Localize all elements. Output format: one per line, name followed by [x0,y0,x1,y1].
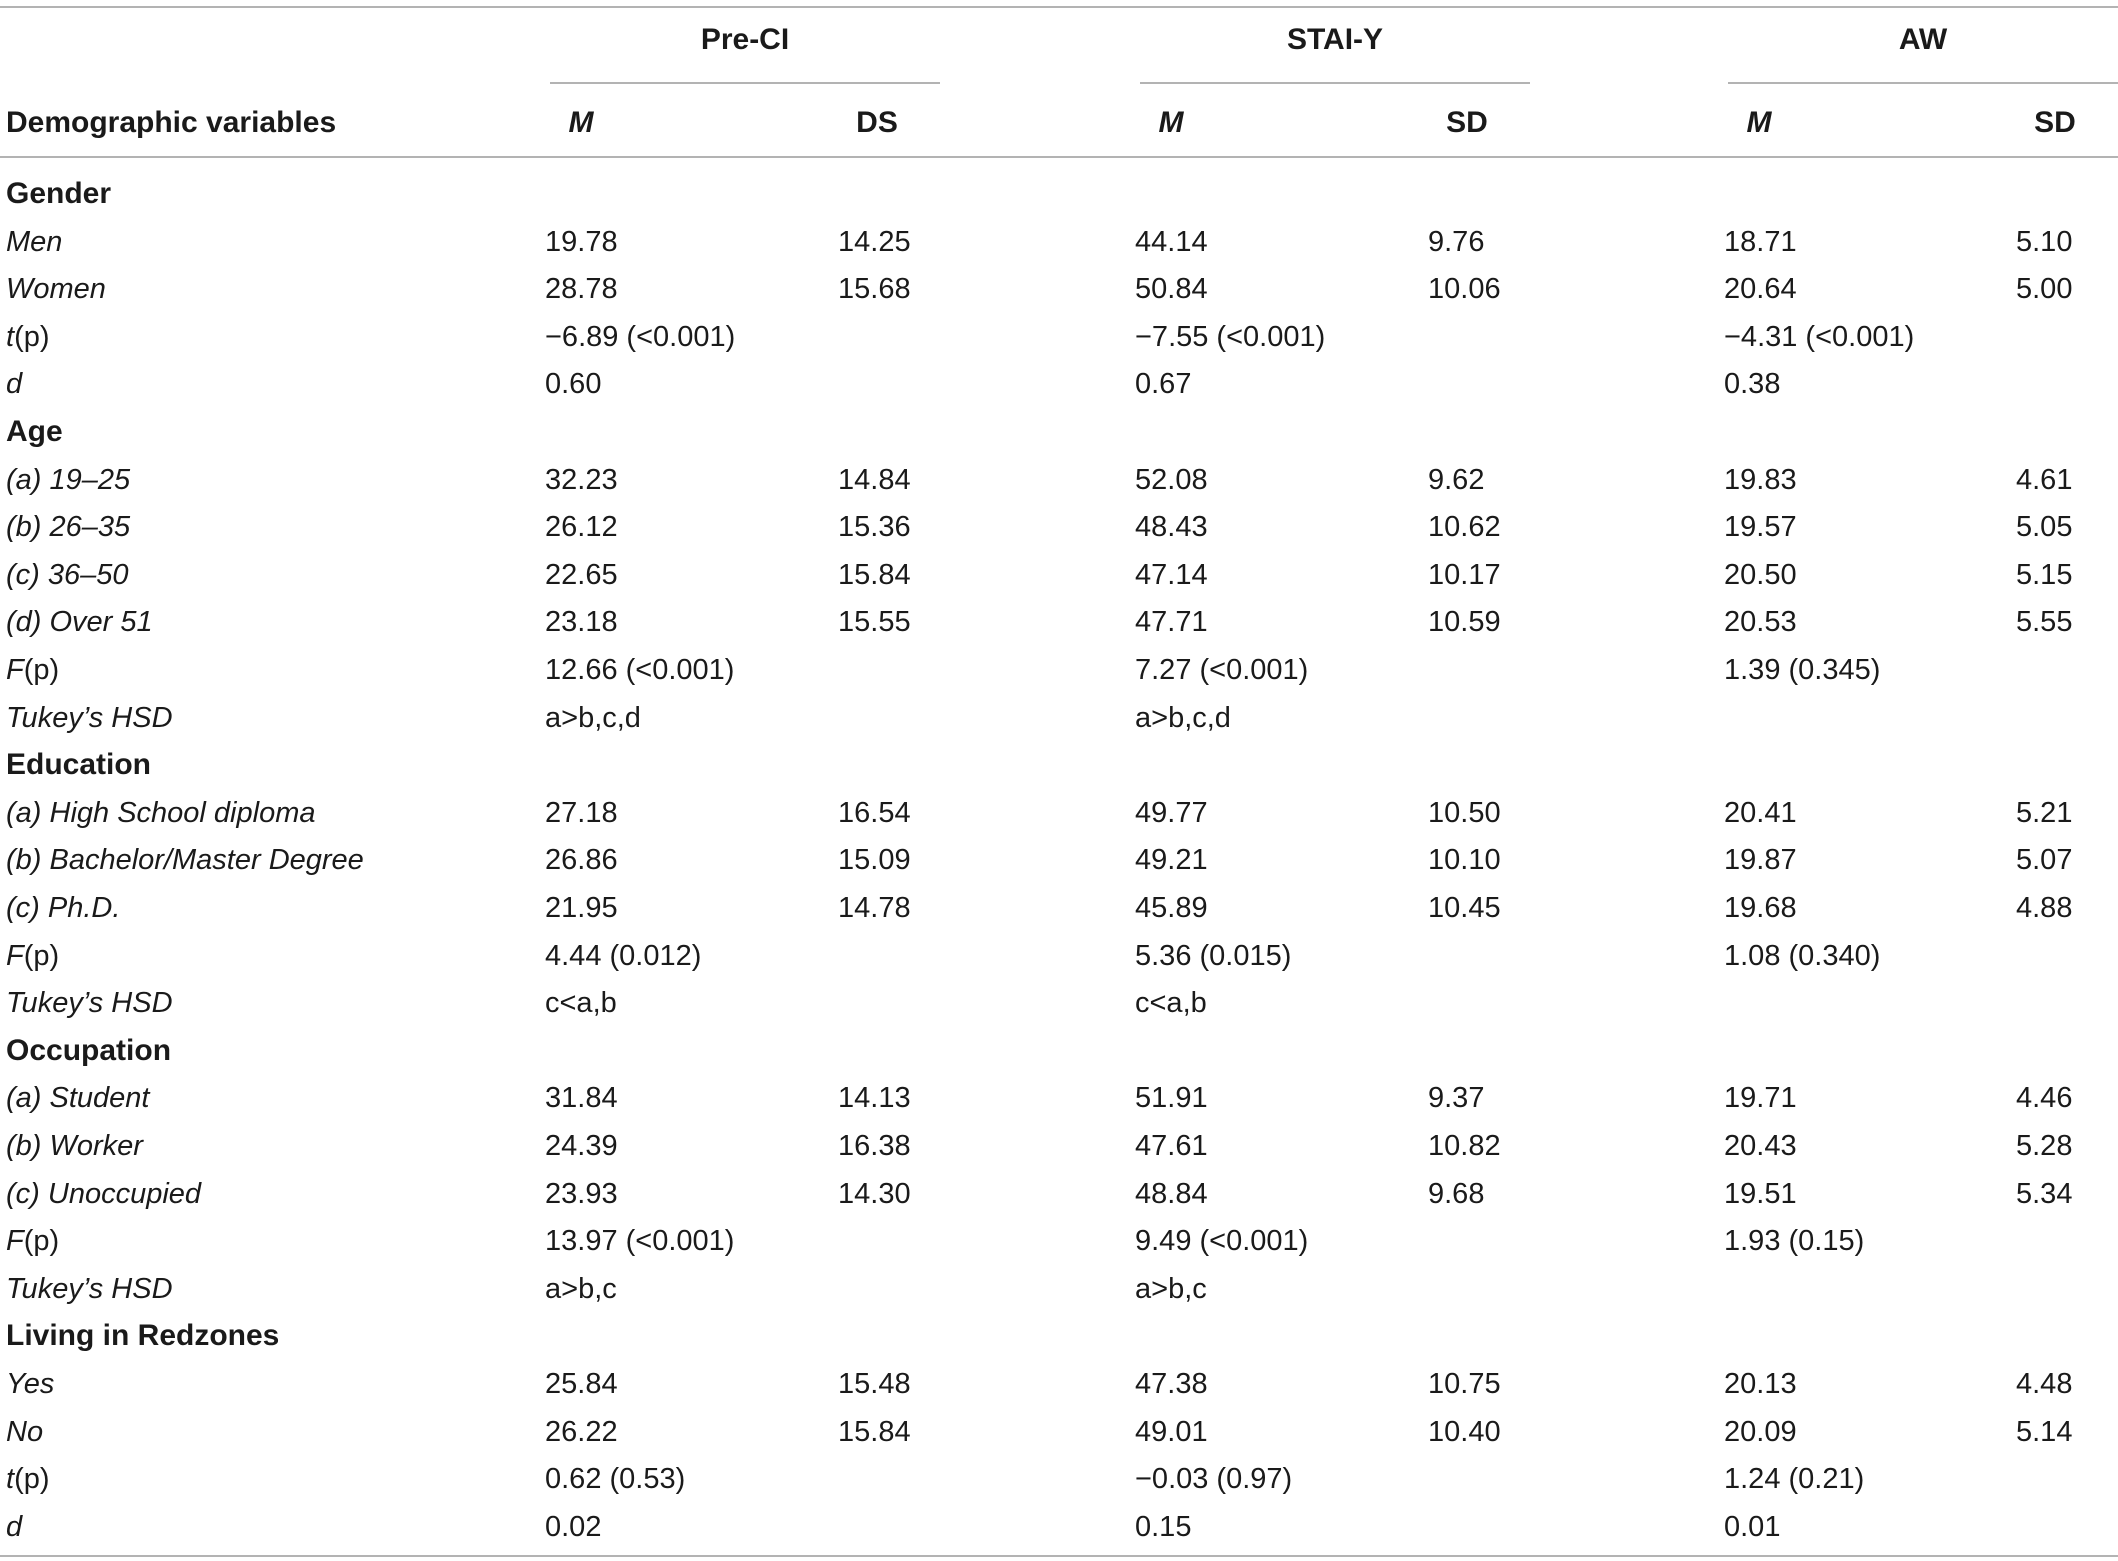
table-cell: 5.00 [2016,273,2073,305]
table-cell: 5.10 [2016,226,2073,258]
table-cell: 5.15 [2016,559,2073,591]
table-cell: 19.83 [1724,464,1797,496]
stat-suffix: (p) [14,321,50,353]
row-label: (d) Over 51 [6,606,153,638]
stat-value: 0.15 [1135,1511,1192,1543]
table-cell: 10.59 [1428,606,1501,638]
stat-value: 7.27 (<0.001) [1135,654,1309,686]
row-label: (a) Student [6,1082,150,1114]
table-cell: 10.62 [1428,511,1501,543]
table-cell: 15.36 [838,511,911,543]
stat-value: c<a,b [1135,987,1207,1019]
stat-value: −4.31 (<0.001) [1724,321,1915,353]
table-cell: 10.50 [1428,797,1501,829]
table-cell: 5.21 [2016,797,2073,829]
stat-label [6,317,50,357]
table-cell: 24.39 [545,1130,618,1162]
table-cell: 14.84 [838,464,911,496]
stat-value: 5.36 (0.015) [1135,940,1292,972]
stat-label: Tukey’s HSD [6,987,173,1019]
stat-value: 0.38 [1724,368,1781,400]
stat-suffix: (p) [14,1463,50,1495]
table-cell: 19.68 [1724,892,1797,924]
stat-label [6,1221,59,1261]
col-header-pre-ci-ds: DS [856,106,898,139]
table-cell: 4.61 [2016,464,2073,496]
group-header-aw: AW [1898,23,1948,56]
row-label: (a) High School diploma [6,797,316,829]
stat-label [6,936,59,976]
table-cell: 14.25 [838,226,911,258]
table-cell: 19.87 [1724,844,1797,876]
group-rule-pre-ci [550,82,940,84]
table-cell: 47.14 [1135,559,1208,591]
table-cell: 48.84 [1135,1178,1208,1210]
stat-label: Tukey’s HSD [6,702,173,734]
table-cell: 18.71 [1724,226,1797,258]
table-cell: 49.01 [1135,1416,1208,1448]
table-cell: 19.71 [1724,1082,1797,1114]
table-cell: 28.78 [545,273,618,305]
col-header-aw-m: M [1746,106,1772,139]
stat-value: −0.03 (0.97) [1135,1463,1293,1495]
stat-suffix: (p) [23,940,60,972]
table-cell: 14.78 [838,892,911,924]
stat-value: 0.02 [545,1511,602,1543]
row-label: (c) 36–50 [6,559,129,591]
table-cell: 44.14 [1135,226,1208,258]
row-label: No [6,1416,44,1448]
table-cell: 20.09 [1724,1416,1797,1448]
table-cell: 16.38 [838,1130,911,1162]
table-cell: 4.88 [2016,892,2073,924]
stat-value: 0.60 [545,368,602,400]
table-cell: 5.34 [2016,1178,2073,1210]
table-cell: 10.10 [1428,844,1501,876]
table-cell: 10.45 [1428,892,1501,924]
stat-label: d [6,368,23,400]
table-cell: 51.91 [1135,1082,1208,1114]
stat-value: −7.55 (<0.001) [1135,321,1326,353]
table-cell: 47.38 [1135,1368,1208,1400]
table-cell: 14.30 [838,1178,911,1210]
table-cell: 19.57 [1724,511,1797,543]
table-cell: 19.51 [1724,1178,1797,1210]
table-cell: 9.68 [1428,1178,1485,1210]
table-cell: 9.76 [1428,226,1485,258]
table-cell: 49.21 [1135,844,1208,876]
stat-symbol: F [6,654,24,686]
row-label: (b) Bachelor/Master Degree [6,844,364,876]
stat-symbol: F [6,1225,24,1257]
section-heading: Age [6,415,63,448]
stat-value: c<a,b [545,987,617,1019]
table-cell: 9.37 [1428,1082,1485,1114]
table-cell: 47.71 [1135,606,1208,638]
col-header-stai-y-sd: SD [1446,106,1488,139]
table-cell: 45.89 [1135,892,1208,924]
group-rule-stai-y [1140,82,1530,84]
stat-value: 1.08 (0.340) [1724,940,1881,972]
table-cell: 21.95 [545,892,618,924]
stat-value: 1.39 (0.345) [1724,654,1881,686]
stat-value: 9.49 (<0.001) [1135,1225,1309,1257]
table-cell: 26.12 [545,511,618,543]
stat-suffix: (p) [23,1225,60,1257]
group-rule-aw [1728,82,2118,84]
header-rule [0,156,2118,158]
table-cell: 15.48 [838,1368,911,1400]
table-cell: 20.41 [1724,797,1797,829]
section-heading: Education [6,748,152,781]
group-header-stai-y: STAI-Y [1286,23,1384,56]
table-cell: 10.40 [1428,1416,1501,1448]
stat-value: 4.44 (0.012) [545,940,702,972]
table-cell: 15.84 [838,559,911,591]
row-label: Yes [6,1368,55,1400]
table-cell: 5.28 [2016,1130,2073,1162]
row-label: (c) Unoccupied [6,1178,202,1210]
table-cell: 49.77 [1135,797,1208,829]
table-cell: 31.84 [545,1082,618,1114]
table-cell: 10.75 [1428,1368,1501,1400]
table-cell: 5.55 [2016,606,2073,638]
stat-value: 0.67 [1135,368,1192,400]
stat-label [6,1459,50,1499]
col-header-pre-ci-m: M [568,106,594,139]
table-cell: 5.05 [2016,511,2073,543]
stat-value: 1.93 (0.15) [1724,1225,1865,1257]
stat-value: 1.24 (0.21) [1724,1463,1865,1495]
col-header-stai-y-m: M [1158,106,1184,139]
table-cell: 23.18 [545,606,618,638]
table-cell: 4.46 [2016,1082,2073,1114]
stat-symbol: t [6,1463,15,1495]
col-header-aw-sd: SD [2034,106,2076,139]
row-label: Women [6,273,106,305]
stat-value: 0.01 [1724,1511,1781,1543]
table-cell: 5.14 [2016,1416,2073,1448]
table-cell: 23.93 [545,1178,618,1210]
section-heading: Gender [6,177,112,210]
stat-label [6,650,59,690]
stat-label: d [6,1511,23,1543]
table-cell: 50.84 [1135,273,1208,305]
table-cell: 20.50 [1724,559,1797,591]
table-cell: 20.53 [1724,606,1797,638]
stat-value: 12.66 (<0.001) [545,654,735,686]
table-cell: 10.06 [1428,273,1501,305]
table-cell: 5.07 [2016,844,2073,876]
table-cell: 26.86 [545,844,618,876]
stat-value: a>b,c,d [545,702,641,734]
table-cell: 26.22 [545,1416,618,1448]
table-cell: 22.65 [545,559,618,591]
stat-symbol: F [6,940,24,972]
table-cell: 20.13 [1724,1368,1797,1400]
table-cell: 47.61 [1135,1130,1208,1162]
section-heading: Occupation [6,1034,172,1067]
table-cell: 15.84 [838,1416,911,1448]
table-cell: 9.62 [1428,464,1485,496]
row-label: (b) 26–35 [6,511,131,543]
table-cell: 16.54 [838,797,911,829]
table-cell: 20.64 [1724,273,1797,305]
table-cell: 4.48 [2016,1368,2073,1400]
stat-value: a>b,c [1135,1273,1207,1305]
bottom-rule [0,1555,2118,1557]
row-label: (c) Ph.D. [6,892,121,924]
stat-value: 0.62 (0.53) [545,1463,686,1495]
row-label-header: Demographic variables [6,106,337,139]
table-cell: 10.17 [1428,559,1501,591]
table-cell: 15.68 [838,273,911,305]
table-cell: 32.23 [545,464,618,496]
stat-suffix: (p) [23,654,60,686]
stat-symbol: t [6,321,15,353]
section-heading: Living in Redzones [6,1319,280,1352]
table-cell: 25.84 [545,1368,618,1400]
row-label: (b) Worker [6,1130,143,1162]
stat-value: a>b,c,d [1135,702,1231,734]
table-cell: 48.43 [1135,511,1208,543]
stat-label: Tukey’s HSD [6,1273,173,1305]
row-label: (a) 19–25 [6,464,131,496]
table-cell: 15.09 [838,844,911,876]
top-rule [0,6,2118,8]
table-cell: 10.82 [1428,1130,1501,1162]
stat-value: −6.89 (<0.001) [545,321,736,353]
table-cell: 27.18 [545,797,618,829]
stat-value: 13.97 (<0.001) [545,1225,735,1257]
row-label: Men [6,226,63,258]
table-cell: 20.43 [1724,1130,1797,1162]
group-header-pre-ci: Pre-CI [700,23,790,56]
table-cell: 15.55 [838,606,911,638]
table-cell: 14.13 [838,1082,911,1114]
table-cell: 52.08 [1135,464,1208,496]
table-cell: 19.78 [545,226,618,258]
stat-value: a>b,c [545,1273,617,1305]
